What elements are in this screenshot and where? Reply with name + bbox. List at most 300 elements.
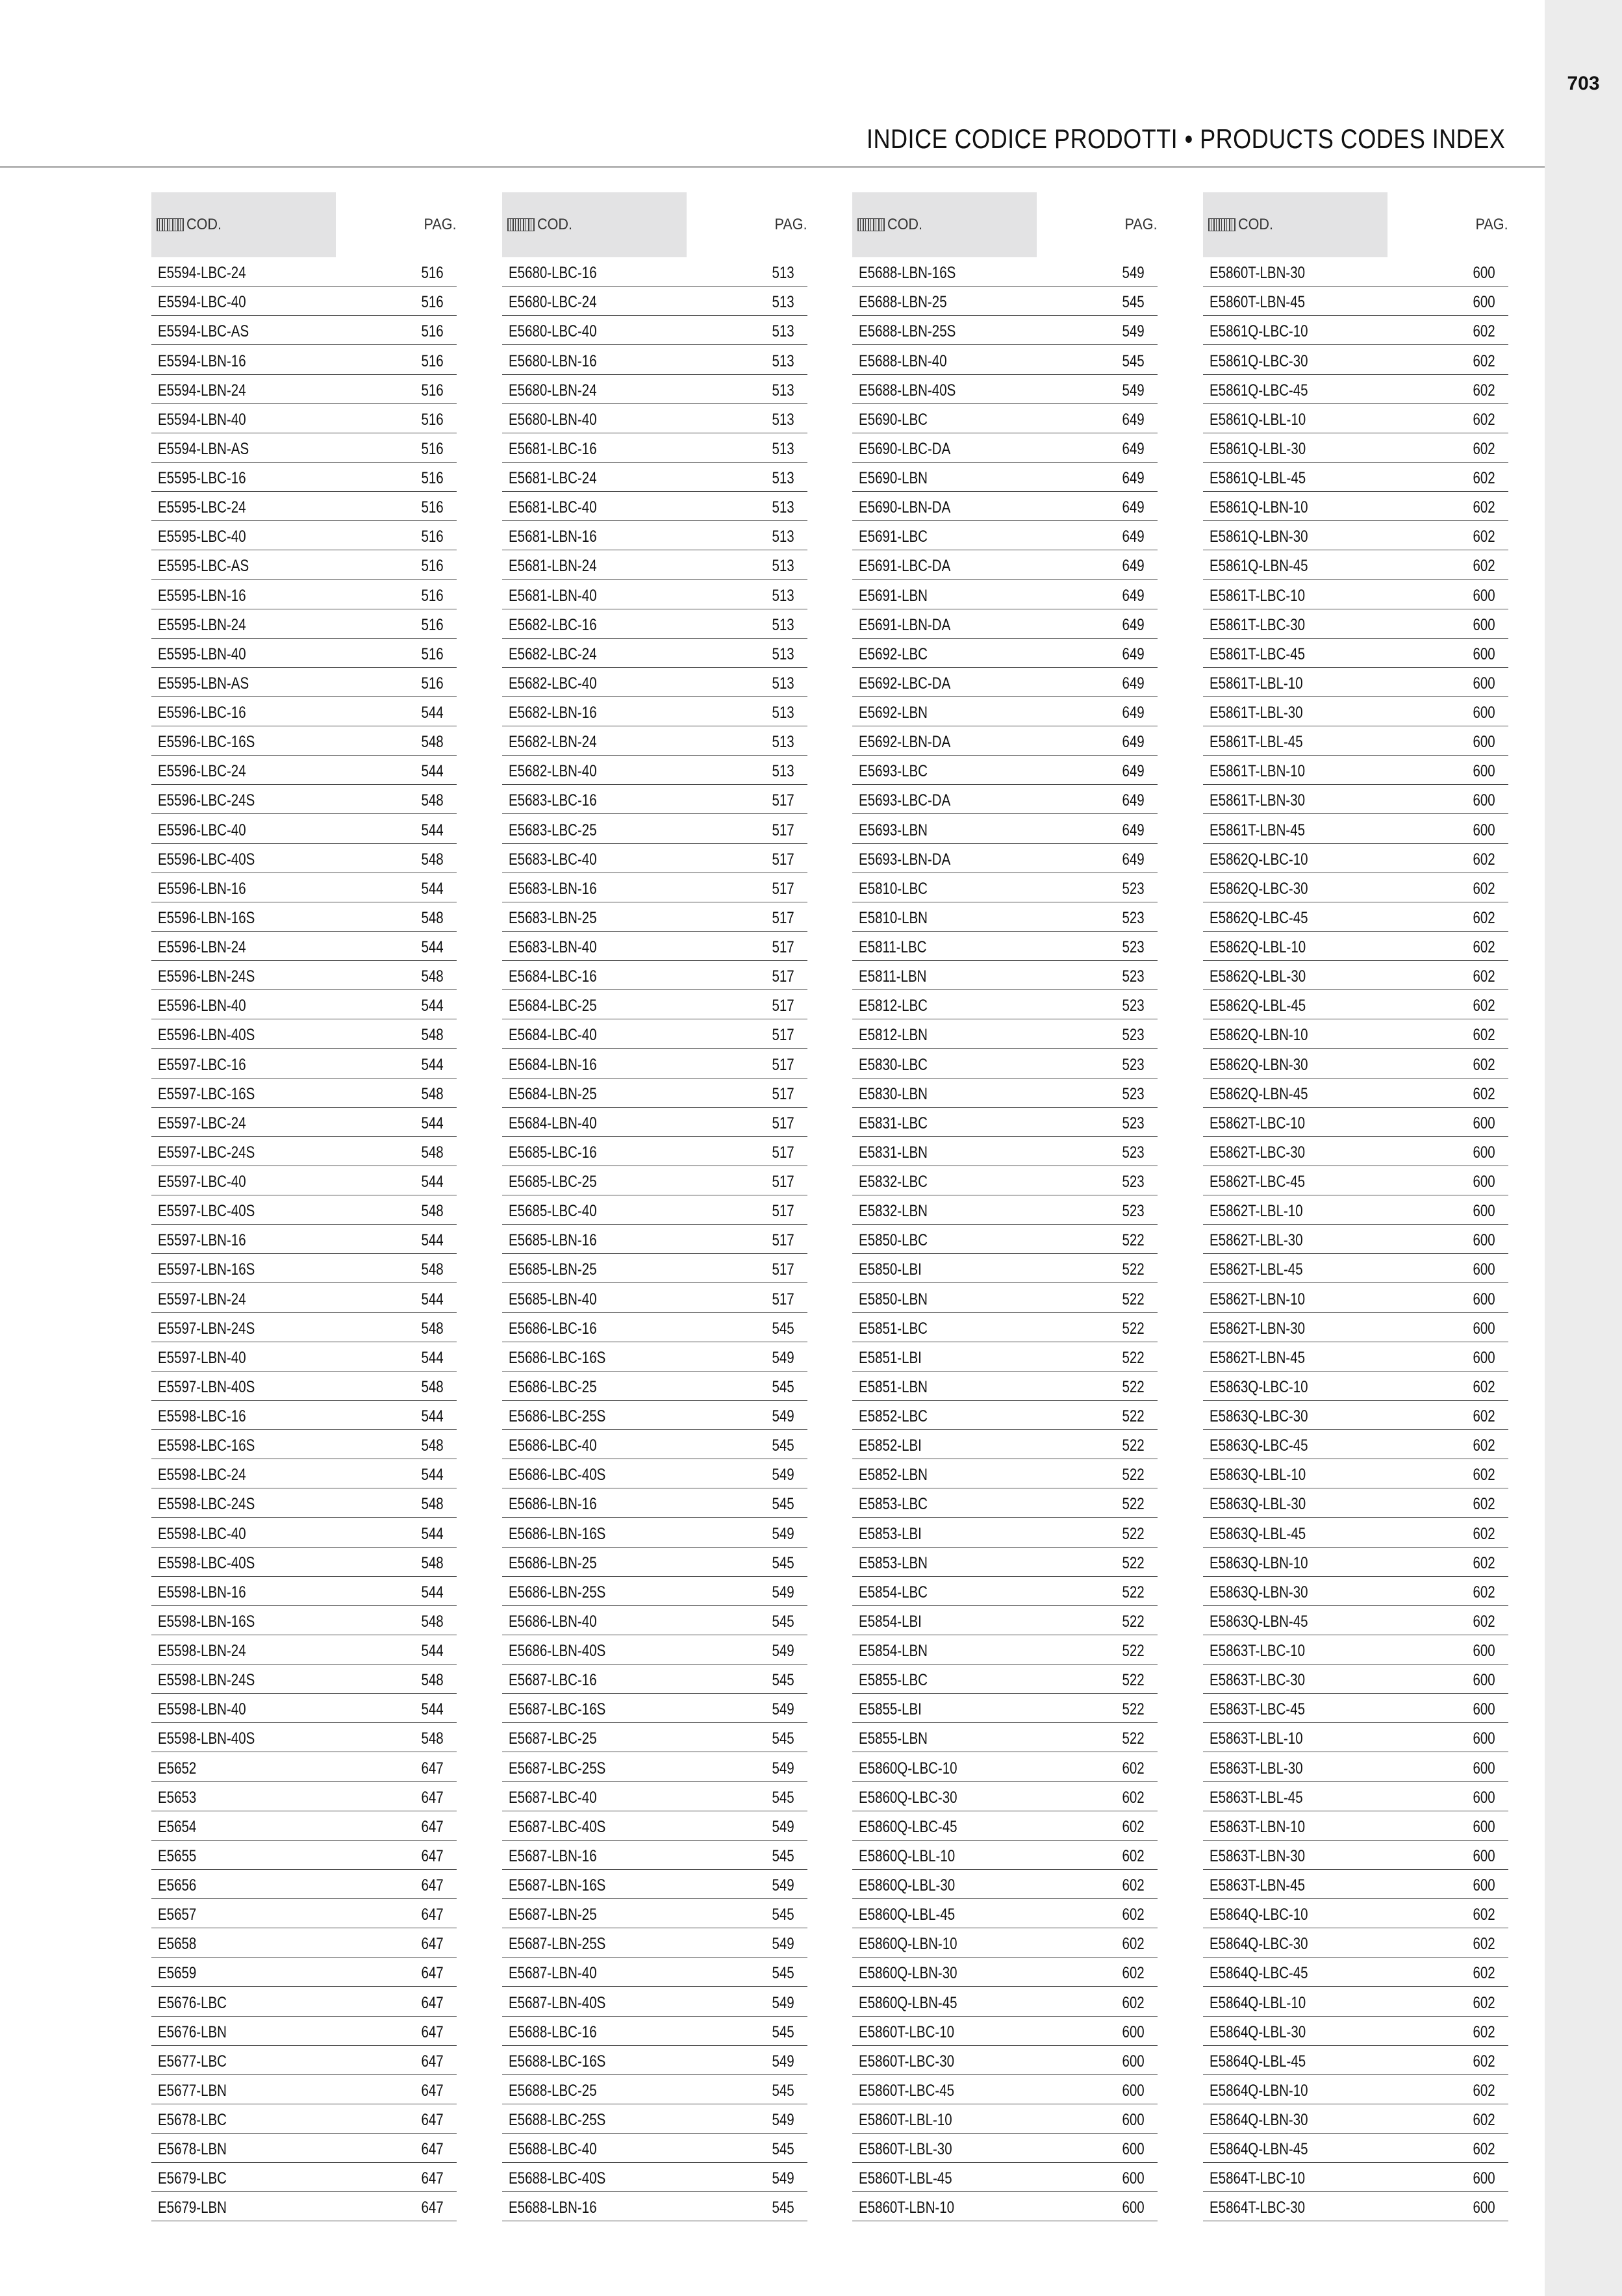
index-row: [502, 1078, 807, 1108]
product-code: E5680-LBC-24: [509, 293, 597, 312]
page-reference: 602: [1122, 1846, 1145, 1865]
product-code: E5594-LBC-40: [158, 293, 246, 312]
product-code: E5812-LBC: [859, 997, 928, 1015]
index-row: [852, 1958, 1158, 1987]
index-row: [1203, 1313, 1508, 1342]
index-row: [151, 1195, 457, 1225]
index-row: [852, 2075, 1158, 2104]
page-reference: 517: [772, 1260, 794, 1279]
index-row: [151, 1108, 457, 1137]
index-row: [852, 1811, 1158, 1841]
product-code: E5861Q-LBL-10: [1210, 410, 1306, 429]
product-code: E5862T-LBL-10: [1210, 1202, 1303, 1221]
index-row: [502, 639, 807, 668]
product-code: E5596-LBN-24: [158, 938, 246, 956]
index-row: [1203, 1401, 1508, 1430]
index-row: [1203, 726, 1508, 756]
product-code: E5596-LBN-16: [158, 879, 246, 898]
product-code: E5863Q-LBC-30: [1210, 1407, 1308, 1425]
page-reference: 523: [1122, 1173, 1145, 1191]
product-code: E5692-LBN: [859, 704, 928, 722]
index-row: [502, 1811, 807, 1841]
page-reference: 602: [1473, 439, 1495, 458]
page-reference: 647: [421, 2140, 444, 2159]
product-code: E5862Q-LBN-10: [1210, 1026, 1308, 1045]
index-row: [1203, 1225, 1508, 1254]
index-row: [151, 1283, 457, 1312]
product-code: E5655: [158, 1846, 197, 1865]
product-code: E5597-LBN-16S: [158, 1260, 255, 1279]
index-row: [502, 961, 807, 990]
product-code: E5676-LBN: [158, 2022, 227, 2041]
index-row: [502, 1723, 807, 1752]
column-header: [151, 192, 457, 257]
product-code: E5681-LBC-40: [509, 498, 597, 517]
index-row: [1203, 1254, 1508, 1283]
page-reference: 602: [1473, 1466, 1495, 1485]
product-code: E5598-LBC-40: [158, 1524, 246, 1543]
product-code: E5863Q-LBL-45: [1210, 1524, 1306, 1543]
product-code: E5811-LBN: [859, 967, 927, 986]
page-reference: 523: [1122, 1055, 1145, 1074]
page-reference: 649: [1122, 557, 1145, 576]
page-reference: 548: [421, 1612, 444, 1631]
page-reference: 602: [1122, 1759, 1145, 1778]
index-row: [852, 1137, 1158, 1166]
index-row: [151, 375, 457, 404]
index-row: [852, 2104, 1158, 2134]
page-reference: 600: [1473, 1876, 1495, 1894]
product-code: E5864Q-LBN-30: [1210, 2111, 1308, 2129]
index-row: [502, 1606, 807, 1635]
index-row: [151, 844, 457, 873]
product-code: E5860T-LBN-10: [859, 2199, 955, 2217]
product-code: E5863T-LBN-45: [1210, 1876, 1306, 1894]
page-reference: 545: [772, 2199, 794, 2217]
index-row: [502, 2134, 807, 2163]
product-code: E5684-LBN-25: [509, 1084, 597, 1103]
page-reference: 602: [1473, 1906, 1495, 1924]
page-reference: 522: [1122, 1612, 1145, 1631]
page-reference: 600: [1473, 2169, 1495, 2188]
index-row: [502, 463, 807, 492]
index-row: [151, 1313, 457, 1342]
page-reference: 649: [1122, 762, 1145, 781]
index-row: [502, 697, 807, 726]
index-row: [151, 1488, 457, 1518]
page-reference: 516: [421, 439, 444, 458]
index-row: [1203, 2192, 1508, 2221]
index-row: [1203, 1811, 1508, 1841]
product-code: E5860Q-LBN-45: [859, 1993, 957, 2012]
index-row: [1203, 2017, 1508, 2046]
product-code: E5687-LBN-40: [509, 1964, 597, 1983]
product-code: E5681-LBN-40: [509, 586, 597, 605]
index-row: [502, 2192, 807, 2221]
page-reference: 549: [1122, 264, 1145, 283]
page-reference: 549: [772, 1935, 794, 1954]
page-reference: 602: [1473, 2081, 1495, 2100]
page-reference: 548: [421, 1729, 444, 1748]
page-reference: 517: [772, 908, 794, 927]
product-code: E5862T-LBN-30: [1210, 1319, 1306, 1338]
index-row: [852, 668, 1158, 697]
product-code: E5854-LBI: [859, 1612, 922, 1631]
product-code: E5686-LBC-25: [509, 1377, 597, 1396]
index-row: [502, 2046, 807, 2075]
index-row: [502, 1488, 807, 1518]
product-code: E5855-LBC: [859, 1671, 928, 1690]
product-code: E5864T-LBC-10: [1210, 2169, 1306, 2188]
product-code: E5860Q-LBC-10: [859, 1759, 957, 1778]
product-code: E5594-LBC-24: [158, 264, 246, 283]
index-row: [1203, 785, 1508, 814]
index-row: [852, 1049, 1158, 1078]
index-row: [1203, 1078, 1508, 1108]
product-code: E5860Q-LBL-10: [859, 1846, 956, 1865]
page-reference: 545: [772, 1729, 794, 1748]
page-reference: 549: [772, 1876, 794, 1894]
page-reference: 516: [421, 351, 444, 370]
product-code: E5690-LBN: [859, 469, 928, 487]
index-row: [1203, 2046, 1508, 2075]
page-reference: 513: [772, 322, 794, 341]
page-reference: 600: [1473, 1817, 1495, 1836]
product-code: E5860Q-LBN-30: [859, 1964, 957, 1983]
product-code: E5811-LBC: [859, 938, 927, 956]
index-row: [1203, 1635, 1508, 1665]
index-row: [1203, 1108, 1508, 1137]
product-code: E5693-LBN: [859, 821, 928, 839]
product-code: E5595-LBN-AS: [158, 674, 249, 693]
page-reference: 600: [1473, 1114, 1495, 1132]
page-reference: 602: [1473, 528, 1495, 546]
page-reference: 548: [421, 1436, 444, 1455]
index-row: [502, 375, 807, 404]
product-code: E5693-LBN-DA: [859, 850, 951, 869]
page-reference: 602: [1473, 498, 1495, 517]
index-row: [502, 1752, 807, 1781]
product-code: E5654: [158, 1817, 197, 1836]
index-row: [502, 902, 807, 932]
product-code: E5860T-LBC-45: [859, 2081, 955, 2100]
page-reference: 544: [421, 1348, 444, 1367]
product-code: E5595-LBN-24: [158, 615, 246, 634]
index-row: [852, 257, 1158, 287]
page-reference: 600: [1473, 1788, 1495, 1807]
product-code: E5598-LBN-24S: [158, 1671, 255, 1690]
product-code: E5687-LBC-25: [509, 1729, 597, 1748]
product-code: E5681-LBN-24: [509, 557, 597, 576]
product-code: E5810-LBC: [859, 879, 928, 898]
column-header: [1203, 192, 1508, 257]
index-row: [502, 756, 807, 785]
page-reference: 548: [421, 1671, 444, 1690]
product-code: E5854-LBC: [859, 1583, 928, 1601]
page-reference: 544: [421, 1055, 444, 1074]
page-reference: 548: [421, 908, 444, 927]
product-code: E5861T-LBL-10: [1210, 674, 1303, 693]
index-row: [151, 1870, 457, 1899]
page-reference: 602: [1122, 1935, 1145, 1954]
page-reference: 647: [421, 1876, 444, 1894]
page-reference: 545: [772, 2140, 794, 2159]
product-code: E5686-LBN-40: [509, 1612, 597, 1631]
page-reference: 600: [1473, 1729, 1495, 1748]
index-row: [1203, 375, 1508, 404]
product-code: E5691-LBC: [859, 528, 928, 546]
page-reference: 549: [772, 1993, 794, 2012]
page-reference: 649: [1122, 850, 1145, 869]
page-reference: 513: [772, 410, 794, 429]
page-reference: 544: [421, 1700, 444, 1719]
product-code: E5685-LBN-16: [509, 1231, 597, 1250]
index-row: [852, 1635, 1158, 1665]
product-code: E5598-LBN-16: [158, 1583, 246, 1601]
index-row: [151, 1723, 457, 1752]
product-code: E5688-LBC-25S: [509, 2111, 606, 2129]
index-row: [1203, 1870, 1508, 1899]
barcode-icon: [157, 218, 184, 231]
product-code: E5686-LBN-16S: [509, 1524, 606, 1543]
cod-header-label: COD.: [186, 216, 222, 233]
index-row: [852, 2046, 1158, 2075]
product-code: E5860Q-LBC-45: [859, 1817, 957, 1836]
product-code: E5596-LBC-24S: [158, 791, 255, 810]
product-code: E5863T-LBN-30: [1210, 1846, 1306, 1865]
page-reference: 600: [1473, 1202, 1495, 1221]
product-code: E5861T-LBC-45: [1210, 644, 1306, 663]
page-reference: 549: [772, 1700, 794, 1719]
page-reference: 516: [421, 674, 444, 693]
product-code: E5862Q-LBC-30: [1210, 879, 1308, 898]
index-row: [151, 345, 457, 374]
index-row: [1203, 404, 1508, 433]
index-row: [151, 609, 457, 639]
product-code: E5678-LBC: [158, 2111, 227, 2129]
index-row: [502, 1870, 807, 1899]
product-code: E5851-LBC: [859, 1319, 928, 1338]
page-reference: 600: [1473, 2199, 1495, 2217]
product-code: E5682-LBC-40: [509, 674, 597, 693]
page-reference: 600: [1473, 1348, 1495, 1367]
product-code: E5596-LBN-16S: [158, 908, 255, 927]
index-row: [852, 433, 1158, 463]
product-code: E5686-LBC-40: [509, 1436, 597, 1455]
index-row: [852, 1254, 1158, 1283]
product-code: E5595-LBC-40: [158, 528, 246, 546]
index-row: [1203, 1342, 1508, 1371]
product-code: E5861T-LBC-30: [1210, 615, 1306, 634]
page-reference: 602: [1122, 1817, 1145, 1836]
index-row: [852, 990, 1158, 1019]
index-row: [1203, 521, 1508, 550]
index-row: [1203, 902, 1508, 932]
product-code: E5683-LBC-16: [509, 791, 597, 810]
page-reference: 544: [421, 1583, 444, 1601]
page-reference: 548: [421, 1202, 444, 1221]
index-row: [1203, 1723, 1508, 1752]
page-reference: 516: [421, 528, 444, 546]
product-code: E5861Q-LBC-30: [1210, 351, 1308, 370]
product-code: E5860T-LBL-30: [859, 2140, 952, 2159]
index-row: [852, 1987, 1158, 2016]
index-row: [852, 1577, 1158, 1606]
page-reference: 523: [1122, 1143, 1145, 1162]
product-code: E5860T-LBL-10: [859, 2111, 952, 2129]
product-code: E5683-LBN-40: [509, 938, 597, 956]
index-row: [1203, 609, 1508, 639]
product-code: E5688-LBN-40S: [859, 381, 956, 400]
page-reference: 602: [1122, 1876, 1145, 1894]
index-row: [502, 1548, 807, 1577]
page-reference: 522: [1122, 1729, 1145, 1748]
product-code: E5596-LBN-24S: [158, 967, 255, 986]
page-reference: 602: [1473, 1377, 1495, 1396]
index-row: [1203, 873, 1508, 902]
page-reference: 600: [1473, 644, 1495, 663]
product-code: E5659: [158, 1964, 197, 1983]
product-code: E5862Q-LBN-45: [1210, 1084, 1308, 1103]
page-reference: 522: [1122, 1466, 1145, 1485]
index-row: [1203, 1518, 1508, 1547]
product-code: E5687-LBC-16: [509, 1671, 597, 1690]
page-reference: 522: [1122, 1407, 1145, 1425]
product-code: E5597-LBC-40S: [158, 1202, 255, 1221]
index-row: [852, 1166, 1158, 1195]
page-reference: 602: [1473, 381, 1495, 400]
product-code: E5864Q-LBL-10: [1210, 1993, 1306, 2012]
index-row: [502, 1928, 807, 1958]
product-code: E5683-LBN-25: [509, 908, 597, 927]
page-reference: 649: [1122, 733, 1145, 752]
page-reference: 516: [421, 586, 444, 605]
index-row: [852, 1694, 1158, 1723]
product-code: E5691-LBN: [859, 586, 928, 605]
index-row: [151, 932, 457, 961]
index-row: [1203, 1488, 1508, 1518]
index-row: [1203, 639, 1508, 668]
page-reference: 549: [1122, 322, 1145, 341]
index-row: [151, 1166, 457, 1195]
page-reference: 600: [1473, 264, 1495, 283]
product-code: E5863Q-LBN-45: [1210, 1612, 1308, 1631]
index-row: [151, 1225, 457, 1254]
index-row: [1203, 961, 1508, 990]
page-reference: 513: [772, 644, 794, 663]
index-row: [502, 521, 807, 550]
index-row: [502, 2075, 807, 2104]
product-code: E5693-LBC-DA: [859, 791, 951, 810]
index-row: [1203, 463, 1508, 492]
product-code: E5676-LBC: [158, 1993, 227, 2012]
product-code: E5831-LBN: [859, 1143, 928, 1162]
index-row: [1203, 550, 1508, 580]
page-reference: 523: [1122, 967, 1145, 986]
page-reference: 544: [421, 1114, 444, 1132]
page-reference: 545: [772, 2022, 794, 2041]
page-reference: 516: [421, 293, 444, 312]
index-row: [502, 1899, 807, 1928]
page-reference: 549: [772, 2169, 794, 2188]
index-row: [852, 1870, 1158, 1899]
product-code: E5596-LBC-24: [158, 762, 246, 781]
product-code: E5594-LBN-AS: [158, 439, 249, 458]
product-code: E5862T-LBC-10: [1210, 1114, 1306, 1132]
page-reference: 600: [1473, 821, 1495, 839]
page-reference: 600: [1473, 791, 1495, 810]
index-row: [1203, 257, 1508, 287]
page-reference: 602: [1473, 2140, 1495, 2159]
product-code: E5861T-LBN-45: [1210, 821, 1306, 839]
page-reference: 602: [1122, 1788, 1145, 1807]
product-code: E5598-LBC-40S: [158, 1553, 255, 1572]
page-reference: 523: [1122, 879, 1145, 898]
index-row: [502, 1166, 807, 1195]
page-reference: 549: [772, 1407, 794, 1425]
page-reference: 522: [1122, 1377, 1145, 1396]
index-row: [151, 580, 457, 609]
page-reference: 600: [1473, 1260, 1495, 1279]
index-row: [852, 609, 1158, 639]
product-code: E5687-LBC-40S: [509, 1817, 606, 1836]
page-reference: 517: [772, 791, 794, 810]
page-reference: 602: [1122, 1964, 1145, 1983]
index-row: [151, 1841, 457, 1870]
product-code: E5688-LBN-40: [859, 351, 947, 370]
page-reference: 516: [421, 644, 444, 663]
product-code: E5681-LBC-24: [509, 469, 597, 487]
index-row: [151, 668, 457, 697]
page-reference: 523: [1122, 1202, 1145, 1221]
product-code: E5687-LBN-16: [509, 1846, 597, 1865]
index-row: [502, 1313, 807, 1342]
index-row: [1203, 1430, 1508, 1459]
product-code: E5597-LBN-16: [158, 1231, 246, 1250]
index-row: [502, 1019, 807, 1049]
page-reference: 513: [772, 733, 794, 752]
page-reference: 513: [772, 498, 794, 517]
index-row: [151, 1606, 457, 1635]
product-code: E5682-LBN-24: [509, 733, 597, 752]
product-code: E5688-LBC-25: [509, 2081, 597, 2100]
product-code: E5594-LBC-AS: [158, 322, 249, 341]
index-row: [151, 1049, 457, 1078]
page-reference: 545: [772, 1436, 794, 1455]
product-code: E5685-LBC-40: [509, 1202, 597, 1221]
product-code: E5862T-LBC-45: [1210, 1173, 1306, 1191]
index-row: [502, 1195, 807, 1225]
page-reference: 545: [772, 1906, 794, 1924]
page-reference: 602: [1122, 1906, 1145, 1924]
product-code: E5851-LBN: [859, 1377, 928, 1396]
index-row: [502, 814, 807, 843]
index-row: [852, 2192, 1158, 2221]
page-reference: 602: [1473, 879, 1495, 898]
index-row: [151, 404, 457, 433]
page-reference: 544: [421, 1407, 444, 1425]
index-column-1: [151, 192, 457, 2221]
index-row: [151, 2046, 457, 2075]
index-row: [151, 2192, 457, 2221]
page-reference: 544: [421, 1173, 444, 1191]
page-reference: 545: [772, 1788, 794, 1807]
index-row: [502, 1371, 807, 1401]
product-code: E5684-LBC-16: [509, 967, 597, 986]
index-row: [852, 1459, 1158, 1488]
page-reference: 549: [772, 2052, 794, 2071]
product-code: E5853-LBN: [859, 1553, 928, 1572]
